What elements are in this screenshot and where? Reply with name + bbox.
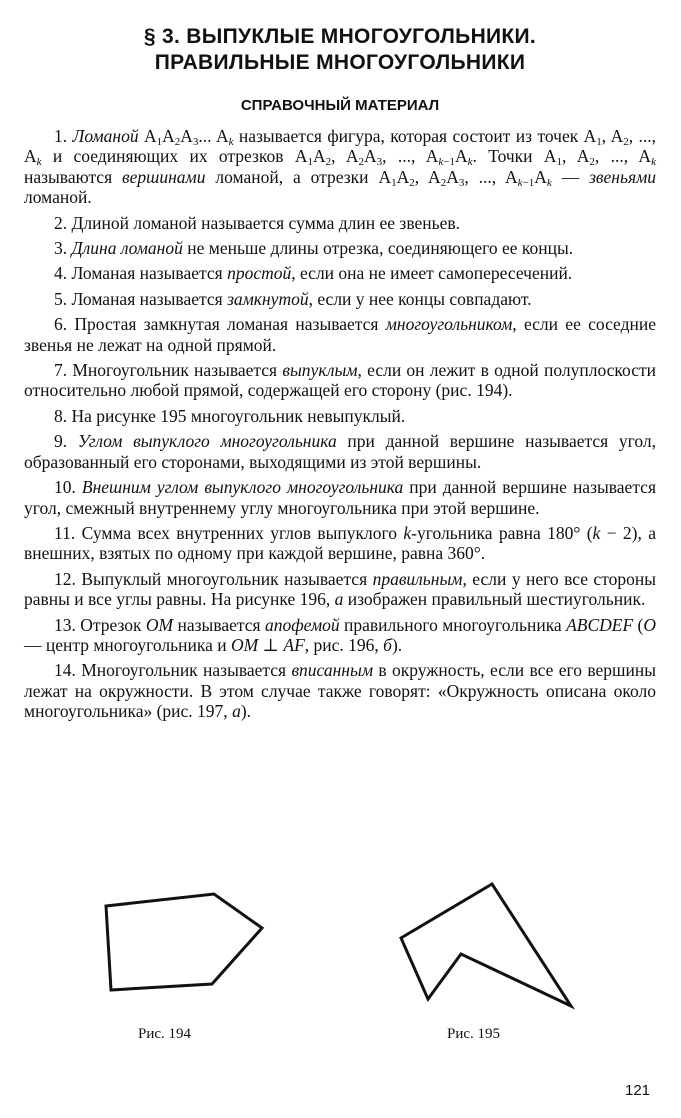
item-4: 4. Ломаная называется простой, если она не имеет самопересечений. — [54, 263, 573, 284]
caption-fig195: Рис. 195 — [447, 1026, 501, 1042]
page-title — [24, 24, 656, 76]
item-1: 1. Ломаной $A_1A_2A_3$... $A_k$ называется фигура, которая состоит из точек $A_1$, $A_2$, ..., $A_k$ и соединяющих их отрезков $A_1A_2$, $A_2A_3$, ..., $A_{k-1}A_k$. Точки $A_1$, $A_2$, ..., $A_k$ называются вершинами ломаной, а отрезки $A_1A_2$, $A_2A_3$, ..., $A_{k-1}A_k$ — звеньями ломаной. — [24, 126, 657, 208]
page-number: 121 — [625, 1082, 651, 1099]
figures-area — [0, 870, 681, 1070]
item-9: 9. Углом выпуклого многоугольника при данной вершине называется угол, образованный его сторонами, выходящими из этой вершины. — [24, 431, 656, 472]
item-14: 14. Многоугольник называется вписанным в окружность, если все его вершины лежат на окружности. В этом случае также говорят: «Окружность описана около многоугольника» (рис. 197, а). — [24, 660, 656, 722]
item-13: 13. Отрезок OM называется апофемой правильного многоугольника ABCDEF (O — центр многоугольника и OM ⊥ AF, рис. 196, б). — [24, 614, 656, 655]
item-7: 7. Многоугольник называется выпуклым, если он лежит в одной полуплоскости относительно любой прямой, содержащей его сторону (рис. 194). — [24, 360, 656, 401]
nonconvex-polygon-fig195 — [401, 884, 571, 1006]
item-3: 3. Длина ломаной не меньше длины отрезка, соединяющего ее концы. — [54, 238, 574, 259]
item-11: 11. Сумма всех внутренних углов выпуклого k-угольника равна 180° (k − 2), а внешних, взятых по одному при каждой вершине, равна 360°. — [24, 522, 657, 564]
item-2: 2. Длиной ломаной называется сумма длин ее звеньев. — [54, 212, 461, 233]
figures-svg — [0, 870, 681, 1070]
title-line-1: § 3. ВЫПУКЛЫЕ МНОГОУГОЛЬНИКИ. — [143, 25, 537, 48]
item-5: 5. Ломаная называется замкнутой, если у нее концы совпадают. — [54, 288, 532, 309]
item-8: 8. На рисунке 195 многоугольник невыпуклый. — [54, 405, 406, 426]
title-line-2: ПРАВИЛЬНЫЕ МНОГОУГОЛЬНИКИ — [154, 51, 526, 74]
convex-polygon-fig194 — [106, 894, 262, 990]
item-10: 10. Внешним углом выпуклого многоугольника при данной вершине называется угол, смежный внутреннему углу многоугольника при этой вершине. — [24, 477, 656, 518]
item-12: 12. Выпуклый многоугольник называется правильным, если у него все стороны равны и все углы равны. На рисунке 196, а изображен правильный шестиугольник. — [24, 568, 656, 610]
item-6: 6. Простая замкнутая ломаная называется многоугольником, если ее соседние звенья не лежат на одной прямой. — [24, 314, 656, 355]
section-subtitle: СПРАВОЧНЫЙ МАТЕРИАЛ — [240, 97, 440, 114]
caption-fig194: Рис. 194 — [138, 1026, 192, 1042]
page-content — [24, 24, 656, 727]
